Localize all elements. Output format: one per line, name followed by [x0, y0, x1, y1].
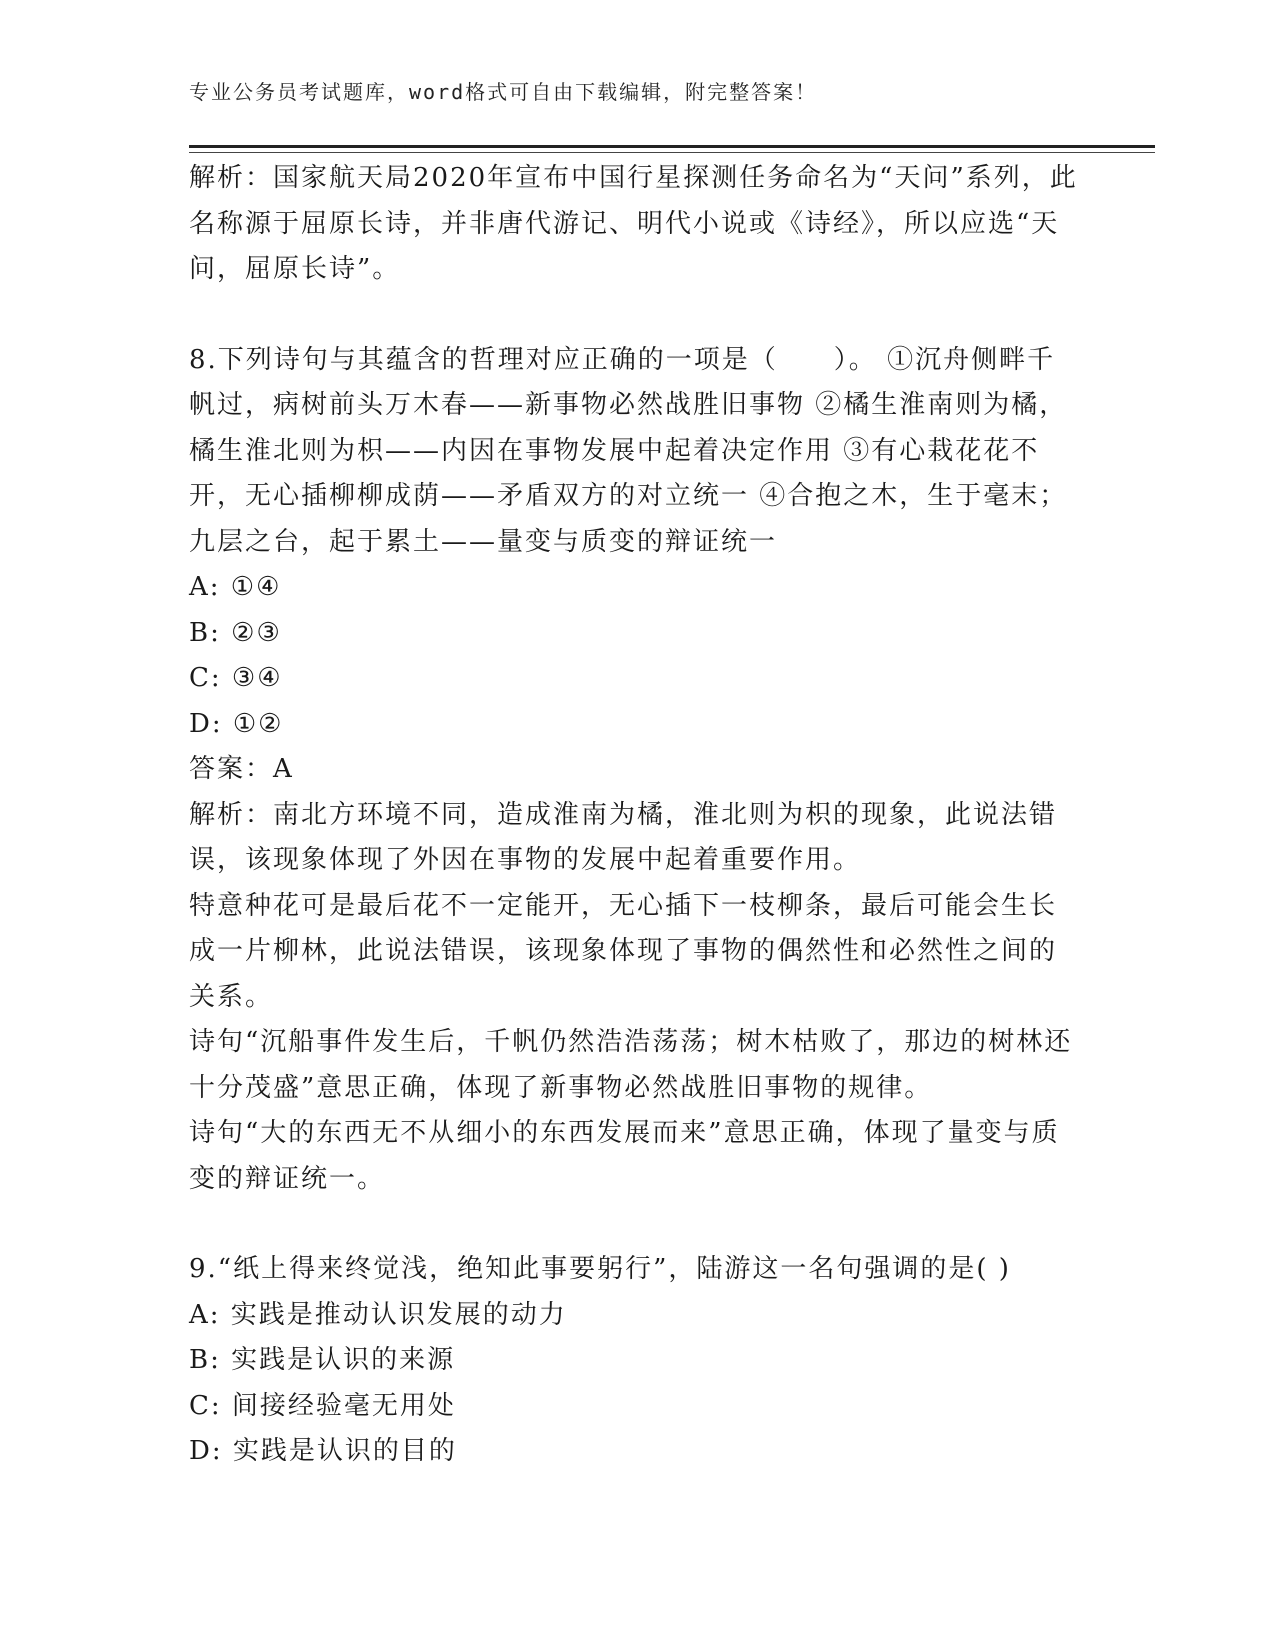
question-8-explanation-2: 特意种花可是最后花不一定能开，无心插下一枝柳条，最后可能会生长成一片柳林，此说法错误，该现象体现了事物的偶然性和必然性之间的关系。	[189, 890, 1058, 1012]
question-8-option-c: C: ③④	[189, 663, 283, 693]
answer-value: A	[273, 754, 294, 784]
explanation-text: 南北方环境不同，造成淮南为橘，淮北则为枳的现象，此说法错误，该现象体现了外因在事物的发展中起着重要作用。	[189, 799, 1058, 875]
page-header: 专业公务员考试题库，word格式可自由下载编辑，附完整答案！	[189, 80, 818, 104]
question-9-stem: 9.“纸上得来终觉浅，绝知此事要躬行”，陆游这一名句强调的是( )	[189, 1254, 1011, 1284]
question-8-stem: 8.下列诗句与其蕴含的哲理对应正确的一项是（ ）。 ①沉舟侧畔千帆过，病树前头万木春——新事物必然战胜旧事物 ②橘生淮南则为橘，橘生淮北则为枳——内因在事物发展中起着决定作用 ③有心栽花花不开，无心插柳柳成荫——矛盾双方的对立统一 ④合抱之木，生于毫末；九层之台，起于累土——量变与质变的辩证统一	[189, 344, 1068, 557]
question-8-explanation-3: 诗句“沉船事件发生后，千帆仍然浩浩荡荡；树木枯败了，那边的树林还十分茂盛”意思正确，体现了新事物必然战胜旧事物的规律。	[189, 1027, 1073, 1103]
prev-explanation	[189, 156, 1079, 293]
question-8-option-d: D: ①②	[189, 708, 284, 739]
question-8-explanation-1	[189, 793, 1079, 884]
document-body	[189, 156, 1079, 1475]
spacer	[189, 1202, 1079, 1247]
question-8-explanation-4: 诗句“大的东西无不从细小的东西发展而来”意思正确，体现了量变与质变的辩证统一。	[189, 1118, 1060, 1194]
question-8-option-a: A: ①④	[189, 572, 282, 602]
question-9-option-c: C: 间接经验毫无用处	[189, 1390, 456, 1421]
question-9-option-a: A: 实践是推动认识发展的动力	[189, 1299, 567, 1330]
header-rule-thick	[189, 145, 1155, 148]
question-9-option-b: B: 实践是认识的来源	[189, 1345, 456, 1375]
answer-label: 答案：	[189, 754, 274, 784]
explanation-text: 国家航天局2020年宣布中国行星探测任务命名为“天问”系列，此名称源于屈原长诗，并非唐代游记、明代小说或《诗经》，所以应选“天问，屈原长诗”。	[189, 163, 1078, 284]
question-8-option-b: B: ②③	[189, 617, 282, 648]
header-rule-thin	[189, 152, 1155, 153]
explanation-label: 解析：	[189, 163, 274, 193]
spacer	[189, 293, 1079, 338]
question-9-option-d: D: 实践是认识的目的	[189, 1436, 457, 1466]
question-8-answer	[189, 747, 1079, 793]
explanation-label: 解析：	[189, 799, 274, 830]
